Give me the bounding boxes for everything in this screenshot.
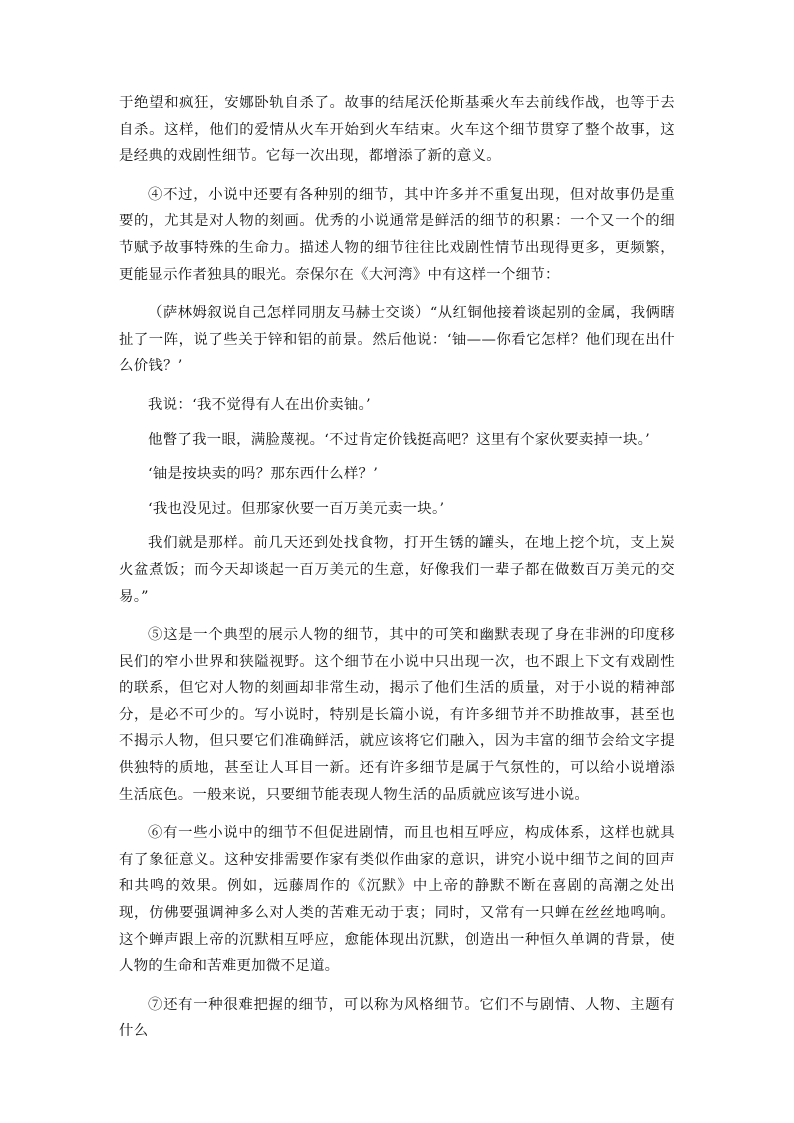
quote-line: 他瞥了我一眼，满脸蔑视。‘不过肯定价钱挺高吧？这里有个家伙要卖掉一块。’ [148,431,651,448]
quote-line: 我说：‘我不觉得有人在出价卖铀。’ [148,396,371,413]
quote-paragraph-end: 我们就是那样。前几天还到处找食物，打开生锈的罐头，在地上挖个坑，支上炭火盆煮饭；而今天却谈起一百万美元的生意，好像我们一辈子都在做数百万美元的交易。” [119,535,675,605]
paragraph-5: ⑤这是一个典型的展示人物的细节，其中的可笑和幽默表现了身在非洲的印度移民们的窄小世界和狭隘视野。这个细节在小说中只出现一次，也不跟上下文有戏剧性的联系，但它对人物的刻画却非常生动，揭示了他们生活的质量，对于小说的精神部分，是必不可少的。写小说时，特别是长篇小说，有许多细节并不助推故事，甚至也不揭示人物，但只要它们准确鲜活，就应该将它们融入，因为丰富的细节会给文字提供独特的质地，甚至让人耳目一新。还有许多细节是属于气氛性的，可以给小说增添生活底色。一般来说，只要细节能表现人物生活的品质就应该写进小说。 [119,627,675,803]
paragraph-7: ⑦还有一种很难把握的细节，可以称为风格细节。它们不与剧情、人物、主题有什么 [119,996,675,1040]
body-text [119,90,675,1045]
paragraph-continued: 于绝望和疯狂，安娜卧轨自杀了。故事的结尾沃伦斯基乘火车去前线作战，也等于去自杀。这样，他们的爱情从火车开始到火车结束。火车这个细节贯穿了整个故事，这是经典的戏剧性细节。它每一次出现，都增添了新的意义。 [119,95,675,165]
quote-line: ‘我也没见过。但那家伙要一百万美元卖一块。’ [148,500,445,517]
paragraph-6: ⑥有一些小说中的细节不但促进剧情，而且也相互呼应，构成体系，这样也就具有了象征意义。这种安排需要作家有类似作曲家的意识，讲究小说中细节之间的回声和共鸣的效果。例如，远藤周作的《沉默》中上帝的静默不断在喜剧的高潮之处出现，仿佛要强调神多么对人类的苦难无动于衷；同时，又常有一只蝉在丝丝地鸣响。这个蝉声跟上帝的沉默相互呼应，愈能体现出沉默，创造出一种恒久单调的背景，使人物的生命和苦难更加微不足道。 [119,825,675,975]
paragraph-4: ④不过，小说中还要有各种别的细节，其中许多并不重复出现，但对故事仍是重要的，尤其是对人物的刻画。优秀的小说通常是鲜活的细节的积累：一个又一个的细节赋予故事特殊的生命力。描述人物的细节往往比戏剧性情节出现得更多，更频繁，更能显示作者独具的眼光。奈保尔在《大河湾》中有这样一个细节： [119,186,675,283]
quote-line: ‘铀是按块卖的吗？那东西什么样？’ [148,466,379,483]
quote-paragraph: （萨林姆叙说自己怎样同朋友马赫士交谈）“从红铜他接着谈起别的金属，我俩瞎扯了一阵，说了些关于锌和铝的前景。然后他说：‘铀——你看它怎样？他们现在出什么价钱？’ [119,305,675,375]
